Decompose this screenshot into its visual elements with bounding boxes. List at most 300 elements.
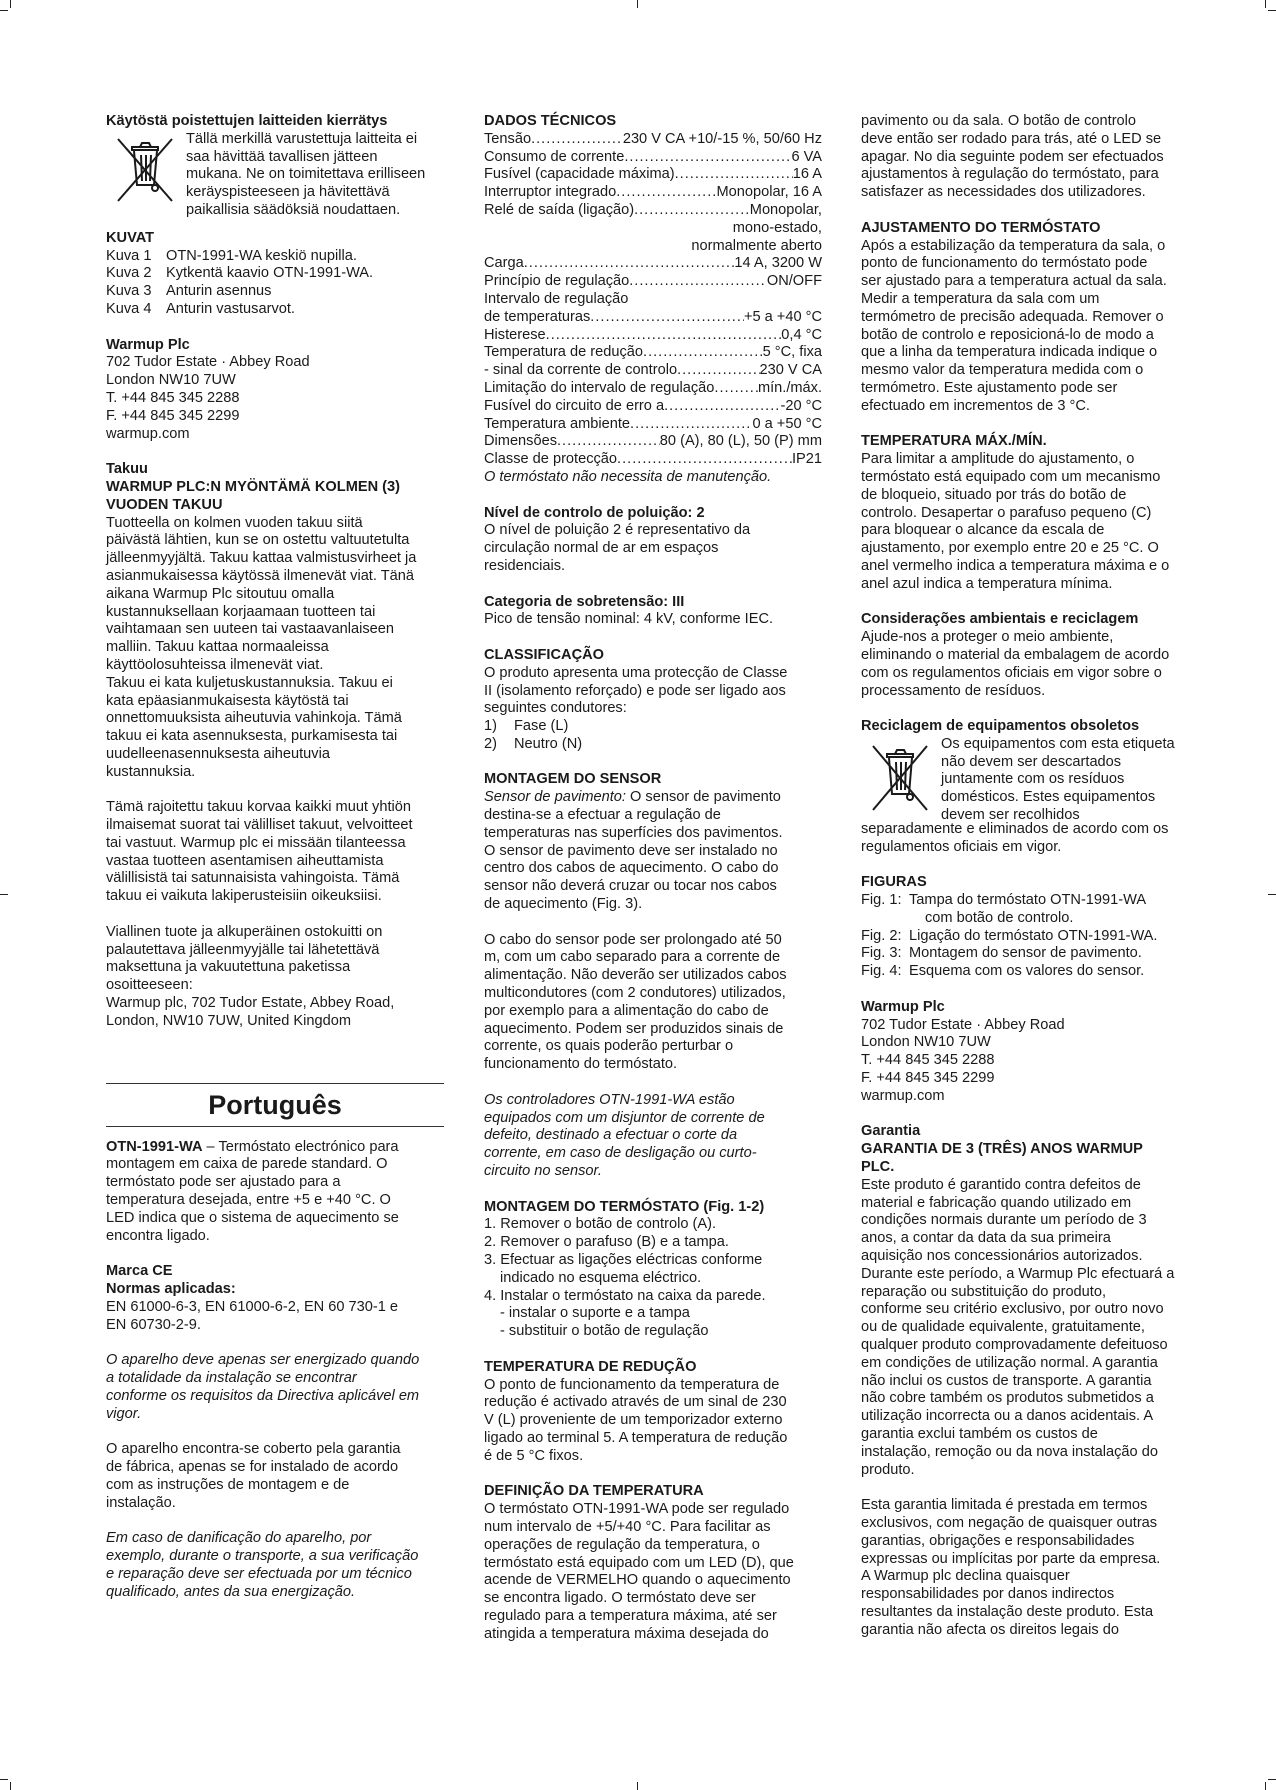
text-line: termómetro de precisão adequada. Remover o [861,308,1164,325]
spec-row [484,433,822,451]
text-line: anel azul indica a temperatura mínima. [861,575,1113,592]
text-line: num intervalo de +5/+40 °C. Para facilitar as [484,1518,771,1535]
text-line: resultantes da instalação deste produto. Esta [861,1603,1154,1620]
text-line: O produto apresenta uma protecção de Classe [484,664,788,681]
text-line: ajustamentos à regulação do termóstato, para [861,166,1159,183]
figure-text: Montagem do sensor de pavimento. [909,945,1142,962]
address-line: 702 Tudor Estate · Abbey Road [861,1016,1065,1033]
text-line: circulação normal de ar em espaços [484,540,719,557]
text-line: EN 60730-2-9. [106,1316,201,1333]
website-line: warmup.com [106,425,190,442]
text-line: ou de qualidade equivalente, gratuitamente, [861,1319,1145,1336]
kuva-label: Kuva 3 [106,283,152,300]
text-line: pavimento ou da sala. O botão de controlo [861,113,1137,129]
text-line: Pico de tensão nominal: 4 kV, conforme IEC. [484,611,774,628]
text-line: conforme seu critério exclusivo, por outro novo [861,1301,1164,1318]
takuu-paragraph-1 [106,515,444,782]
spec-row [484,380,822,398]
text-line: asianmukaisessa käytössä ilmenevät viat. Tänä [106,567,414,584]
adjustment-heading: AJUSTAMENTO DO TERMÓSTATO [861,219,1101,236]
text-line: regulado para a temperatura máxima, até ser [484,1607,777,1624]
spec-continuation: normalmente aberto [691,237,822,254]
text-line: devem ser recolhidos [941,807,1080,824]
text-line: takuu ei kata asennuksesta, purkamisesta tai [106,728,398,745]
text-line: välillisistä tai satunnaisista vahingoista. Tämä [106,870,400,887]
text-line: exemplo, durante o transporte, a sua verificação [106,1547,419,1564]
spec-value: Monopolar, 16 A [716,184,822,201]
text-line: LED indica que o sistema de aquecimento se [106,1209,399,1226]
text-line: material e fabricação quando utilizado em [861,1194,1132,1211]
intro-line [106,1139,444,1157]
text-line [484,789,822,807]
text-line: e reparação deve ser efectuada por um técnico [106,1565,412,1582]
text-line: garantia exclui também os custos de [861,1425,1098,1442]
figure-label: Fig. 4: [861,963,902,980]
takuu-paragraph-2 [106,799,444,906]
figure-item [861,945,1199,963]
text-line: conforme os requisitos da Directiva aplicável em [106,1387,420,1404]
setting-heading: DEFINIÇÃO DA TEMPERATURA [484,1483,704,1500]
figure-item [861,910,1199,928]
text-line: EN 61000-6-3, EN 61000-6-2, EN 60 730-1 e [106,1298,399,1315]
text-line: residenciais. [484,557,566,574]
text-line: kustannuksia. [106,763,196,780]
column-3 [861,113,1199,1640]
text-line: II (isolamento reforçado) e pode ser ligado aos [484,682,786,699]
kuva-item [106,301,444,319]
text-line: de fábrica, apenas se for instalado de acordo [106,1458,399,1475]
classification-heading: CLASSIFICAÇÃO [484,646,604,663]
sensor-label: Sensor de pavimento: [484,789,626,806]
spec-label: Fusível do circuito de erro a [484,397,665,414]
spec-value: 14 A, 3200 W [734,255,822,272]
overvoltage-heading: Categoria de sobretensão: III [484,593,685,610]
text-line: efectuado em incrementos de 3 °C. [861,397,1090,414]
text-line: em condições de utilização normal. A garantia [861,1354,1158,1371]
maintenance-note: O termóstato não necessita de manutenção. [484,468,772,485]
warmup-heading: Warmup Plc [861,998,945,1015]
text-line: a totalidade da instalação se encontrar [106,1370,357,1386]
text-line: kata epäasianmukaisesta käytöstä tai [106,692,349,709]
warranty-subheading: PLC. [861,1159,895,1176]
spec-label: Relé de saída (ligação) [484,201,635,218]
text-line: Este produto é garantido contra defeitos de [861,1176,1141,1193]
recycle-line: saa hävittää tavallisen jätteen [186,148,378,165]
spec-continuation: mono-estado, [732,219,822,236]
text-line: alimentação. Não deverão ser utilizados cabos [484,967,787,984]
column-2 [484,113,822,1644]
text-line: Tuotteella on kolmen vuoden takuu siitä [106,514,363,531]
text-line: acende de VERMELHO quando o aquecimento [484,1572,791,1589]
kuva-item [106,248,444,266]
text-line: deve então ser rodado para trás, até o LED se [861,130,1162,147]
kuvat-heading: KUVAT [106,229,155,246]
damage-note [106,1530,444,1601]
text-line: termóstato está equipado com um mecanismo [861,468,1161,485]
takuu-subheading: VUODEN TAKUU [106,496,223,513]
text-line: maksettuna ja vakuutettuna paketissa [106,959,351,976]
spec-row [484,451,822,469]
spec-label: Fusível (capacidade máxima) [484,166,675,183]
kuva-label: Kuva 1 [106,247,152,264]
text-line: termóstato está equipado com um LED (D), que [484,1554,794,1571]
recycle-line: Tällä merkillä varustettuja laitteita ei [186,130,418,147]
fax-line: F. +44 845 345 2299 [106,407,240,424]
step-item: 2. Remover o parafuso (B) e a tampa. [484,1234,729,1251]
text-line: päivästä lähtien, kun se on ostettu valtuutetulta [106,532,410,549]
recycle-line: keräyspisteeseen ja hävitettävä [186,184,390,201]
figure-item [861,892,1199,910]
text-line: Tämä rajoitettu takuu korvaa kaikki muut yhtiön [106,799,411,816]
text-line: onnettomuuksista aiheutuvia vahinkoja. Tämä [106,710,402,727]
text-line: ser ajustado para a temperatura actual da sala. [861,273,1167,290]
spec-row [484,149,822,167]
text-line: expressas ou implícitas por parte da empresa. [861,1550,1161,1567]
text-line: Os equipamentos com esta etiqueta [941,735,1175,752]
spec-value: 0,4 °C [781,326,822,343]
text-line: de aquecimento (Fig. 3). [484,896,643,913]
text-line: Em caso de danificação do aparelho, por [106,1530,372,1547]
spec-row [484,309,822,327]
text-line: apagar. No dia seguinte podem ser efectuados [861,148,1164,165]
text-line: controlo. Desapertar o parafuso pequeno (C) [861,504,1152,521]
column-1 [106,113,444,1601]
warranty-paragraph-1 [861,1177,1199,1480]
spec-value: 16 A [792,166,822,183]
crop-mark [0,10,8,11]
text-line: ligado ao terminal 5. A temperatura de redução [484,1429,788,1446]
address-line: 702 Tudor Estate · Abbey Road [106,354,310,371]
text-line: Viallinen tuote ja alkuperäinen ostokuitti on [106,923,383,940]
text-line: anos, a contar da data da sua primeira [861,1230,1111,1247]
figure-text: Tampa do termóstato OTN-1991-WA [909,892,1147,909]
crop-mark [637,0,638,8]
crop-mark [10,0,11,8]
text-line: vastaa tuotteen asentamisen aiheuttamista [106,852,384,869]
text-line: O sensor de pavimento deve ser instalado no [484,842,778,859]
text-line: temperaturas nas superfícies dos pavimentos. [484,824,783,841]
text-line: se encontra ligado. O termóstato deve ser [484,1590,756,1607]
text-line: encontra ligado. [106,1227,210,1244]
kuva-text: Kytkentä kaavio OTN-1991-WA. [166,265,374,282]
text-line: é de 5 °C fixos. [484,1447,584,1464]
text-line: não devem ser descartados [941,753,1122,770]
text-line: que a linha da temperatura indicada indique o [861,344,1158,361]
maxmin-heading: TEMPERATURA MÁX./MÍN. [861,433,1047,450]
text-line: Takuu ei kata kuljetuskustannuksia. Takuu ei [106,674,393,691]
model-name: OTN-1991-WA [106,1138,203,1155]
fax-line: F. +44 845 345 2299 [861,1070,995,1087]
text-line: Durante este período, a Warmup Plc efectuará a [861,1265,1175,1282]
figure-item [861,928,1199,946]
text-line: O aparelho deve apenas ser energizado quando [106,1352,420,1369]
text-line: O termóstato OTN-1991-WA pode ser regulado [484,1501,790,1518]
normas-heading: Normas aplicadas: [106,1281,236,1298]
takuu-paragraph-3 [106,924,444,1031]
text-line: termóstato pode ser ajustado para a [106,1174,341,1191]
text-line: separadamente e eliminados de acordo com os [861,820,1169,837]
phone-line: T. +44 845 345 2288 [861,1052,995,1069]
text-line: redução é activado através de um sinal de 230 [484,1394,787,1411]
text-line: Para limitar a amplitude do ajustamento, o [861,451,1135,468]
text-line: aquisição nos concessionários autorizados. [861,1248,1143,1264]
spec-value: mín./máx. [757,379,822,396]
environment-heading: Considerações ambientais e reciclagem [861,611,1139,628]
recycle-block [106,131,444,220]
warranty-paragraph-2 [861,1497,1199,1639]
substep-item: - substituir o botão de regulação [500,1323,709,1340]
controller-note [484,1092,822,1181]
reduction-heading: TEMPERATURA DE REDUÇÃO [484,1358,697,1375]
text-line: O ponto de funcionamento da temperatura de [484,1376,780,1393]
text-line: vaihtamaan sen uuteen tai vastaavanlaiseen [106,621,395,638]
text-line: destina-se a efectuar a regulação de [484,807,721,824]
text-line: qualificado, antes da sua energização. [106,1583,356,1600]
text-line: multicondutores (com 2 condutores) utilizados, [484,985,786,1002]
website-line: warmup.com [861,1087,945,1104]
text-line: defeito, destinado a efectuar o corte da [484,1127,738,1144]
text-line: tai vastuut. Warmup plc ei missään tilanteessa [106,834,406,851]
figures-heading: FIGURAS [861,874,927,891]
text-line: termómetro. Este ajustamento pode ser [861,379,1118,396]
text-line: corrente, os quais poderão perturbar o [484,1038,734,1055]
crop-mark [637,1782,638,1790]
spec-row [484,273,822,291]
kuva-text: OTN-1991-WA keskiö nupilla. [166,247,357,264]
substep-item: - instalar o suporte e a tampa [500,1305,690,1322]
spec-label: Temperatura de redução [484,344,644,361]
energize-note [106,1352,444,1423]
kuva-label: Kuva 4 [106,300,152,317]
spec-label: Consumo de corrente [484,148,625,165]
kuva-item [106,265,444,283]
text-line: O aparelho encontra-se coberto pela garantia [106,1441,401,1458]
list-number: 1) [484,718,497,735]
text-line: London, NW10 7UW, United Kingdom [106,1012,351,1029]
step-item: 1. Remover o botão de controlo (A). [484,1216,716,1233]
text-line: jälleenmyyjältä. Takuu kattaa valmistusvirheet ja [106,550,417,567]
spec-row [484,131,822,149]
warranty-heading: Garantia [861,1123,921,1140]
text-line: eliminando o material da embalagem de acordo [861,646,1170,663]
text-line: com os regulamentos oficiais em vigor sobre o [861,664,1162,681]
text-line: garantias, obrigações e responsabilidades [861,1532,1135,1549]
text-line: garantia não afecta os direitos legais do [861,1621,1119,1638]
crop-mark [0,894,8,895]
step-item: 3. Efectuar as ligações eléctricas conforme [484,1252,763,1268]
text-line: regulamentos oficiais em vigor. [861,838,1062,855]
text-line: ponto de funcionamento do termóstato pode [861,255,1148,272]
spec-label: Intervalo de regulação [484,290,629,307]
text-line: osoitteeseen: [106,977,193,994]
text-line: equipados com um disjuntor de corrente de [484,1109,765,1126]
spec-value: 0 a +50 °C [752,415,822,432]
spec-row [484,362,822,380]
step-item: indicado no esquema eléctrico. [500,1269,702,1286]
kuva-text: Anturin vastusarvot. [166,300,295,317]
spec-label: Princípio de regulação [484,273,630,290]
spec-value: -20 °C [780,397,822,414]
text-line: V (L) proveniente de um temporizador externo [484,1412,783,1429]
figure-text: Ligação do termóstato OTN-1991-WA. [909,927,1158,944]
spec-value: 230 V CA +10/-15 %, 50/60 Hz [622,130,822,147]
spec-value: Monopolar, [749,201,822,218]
text-line: domésticos. Estes equipamentos [941,789,1156,806]
spec-row [484,184,822,202]
crop-mark [10,1782,11,1790]
kuva-text: Anturin asennus [166,283,272,300]
spec-row [484,327,822,345]
spec-label: Tensão [484,130,532,147]
recycle-line: paikallisia säädöksiä noudattaen. [186,201,401,218]
text-line: botão de controlo e reposicioná-lo de modo a [861,326,1154,343]
sensor-heading: MONTAGEM DO SENSOR [484,771,662,788]
text-line: circuito no sensor. [484,1163,602,1180]
kuva-item [106,283,444,301]
figure-label: Fig. 1: [861,892,902,909]
ce-heading: Marca CE [106,1263,173,1280]
text-line: kustannuksellaan korjaamaan tuotteen tai [106,603,376,620]
text-line: aikana Warmup Plc sitoutuu omalla [106,585,335,602]
spec-value: 6 VA [791,148,822,165]
text-line: O cabo do sensor pode ser prolongado até 50 [484,931,782,948]
text-line: centro dos cabos de aquecimento. O cabo do [484,860,779,877]
text-line: de bloqueio, situado por trás do botão de [861,486,1127,503]
spec-label: Temperatura ambiente [484,415,631,432]
text-line: responsabilidades por danos indirectos [861,1586,1115,1603]
text-line: uudelleenasennuksesta aiheutuvia [106,745,330,762]
spec-value: +5 a +40 °C [743,308,822,325]
text-line: instalação. [106,1494,176,1511]
address-line: London NW10 7UW [106,372,236,389]
spec-label: Carga [484,255,524,272]
text-line: käyttöolosuhteissa ilmenevät viat. [106,656,324,673]
spec-row [484,202,822,220]
text-line: por exemplo para a alimentação do cabo de [484,1002,769,1019]
list-text: Neutro (N) [514,735,583,752]
text-line: produto. [861,1461,915,1478]
text-line: para bloquear o alcance da escala de [861,522,1105,539]
spec-value: 80 (A), 80 (L), 50 (P) mm [659,433,822,450]
step-item: 4. Instalar o termóstato na caixa da parede. [484,1287,766,1304]
spec-label: de temperaturas [484,308,591,325]
text-line: O nível de poluição 2 é representativo da [484,522,751,539]
text-line: seguintes condutores: [484,700,627,717]
spec-row [484,398,822,416]
takuu-subheading: WARMUP PLC:N MYÖNTÄMÄ KOLMEN (3) [106,478,401,495]
takuu-heading: Takuu [106,461,148,478]
figure-text: com botão de controlo. [925,909,1074,926]
spec-label: Classe de protecção [484,451,618,468]
text-line: takuu ei vaikuta lakiperusteisiin oikeuksiisi. [106,888,382,905]
sensor-text: O sensor de pavimento [625,789,781,806]
spec-label: - sinal da corrente de controlo [484,362,678,379]
spec-label: Limitação do intervalo de regulação [484,379,715,396]
text-line: Ajude-nos a proteger o meio ambiente, [861,629,1114,646]
text-line: qualquer produto comprovadamente defeituoso [861,1336,1168,1353]
spec-row [484,166,822,184]
text-line: Medir a temperatura da sala com um [861,290,1100,307]
crop-mark [0,1779,8,1780]
text-line: funcionamento do termóstato. [484,1056,678,1073]
pollution-heading: Nível de controlo de poluição: 2 [484,504,705,521]
text-line: sensor não deverá cruzar ou tocar nos cabos [484,878,777,895]
crop-mark [1268,10,1276,11]
figure-label: Fig. 3: [861,945,902,962]
spec-row [484,344,822,362]
list-item [484,718,822,736]
text-line: montagem em caixa de parede standard. O [106,1156,388,1173]
figure-label [861,910,909,928]
crossed-bin-icon [106,131,186,209]
text-line: operações de regulação da temperatura, o [484,1536,760,1553]
address-line: London NW10 7UW [861,1034,991,1051]
recycle-line: mukana. Ne on toimitettava erilliseen [186,166,426,183]
text-line: palautettava jälleenmyyjälle tai lähetettävä [106,941,380,958]
mounting-heading: MONTAGEM DO TERMÓSTATO (Fig. 1-2) [484,1198,765,1215]
figure-item [861,963,1199,981]
text-line: m, com um cabo separado para a corrente de [484,949,781,966]
text-line: com as instruções de montagem e de [106,1476,350,1493]
recycle-heading: Käytöstä poistettujen laitteiden kierrätys [106,113,388,129]
list-text: Fase (L) [514,718,569,735]
kuva-label: Kuva 2 [106,265,152,282]
text-line: instalação, remoção ou da nova instalação do [861,1443,1158,1460]
crop-mark [1268,1779,1276,1780]
text-line: corrente, em caso de desligação ou curto- [484,1145,757,1162]
spec-row [484,416,822,434]
text-line: reparação ou substituição do produto, [861,1283,1107,1300]
text-line: anel vermelho indica a temperatura máxima e o [861,557,1170,574]
spec-label: Dimensões [484,433,557,450]
text-line: não inclui os custos de transporte. A garantia [861,1372,1152,1389]
text-line: Esta garantia limitada é prestada em termos [861,1497,1148,1514]
text-line: condições normais durante um período de 3 [861,1212,1147,1229]
text-line: mesmo valor da temperatura medida com o [861,362,1144,379]
figure-text: Esquema com os valores do sensor. [909,963,1145,980]
text-line: processamento de resíduos. [861,682,1046,699]
text-line: A Warmup plc declina quaisquer [861,1568,1070,1585]
intro-text: – Termóstato electrónico para [202,1138,399,1155]
crop-mark [1265,0,1266,8]
text-line: aquecimento. Podem ser produzidos sinais de [484,1020,784,1037]
recycling-heading: Reciclagem de equipamentos obsoletos [861,718,1140,735]
text-line: juntamente com os resíduos [941,771,1125,788]
spec-label: Histerese [484,326,546,343]
spec-value: 230 V CA [759,362,822,379]
text-line: ajustamento, por exemplo entre 20 e 25 °C. O [861,540,1159,557]
list-item [484,736,822,754]
recycling-block [861,736,1199,825]
phone-line: T. +44 845 345 2288 [106,389,240,406]
crop-mark [1268,894,1276,895]
text-line: satisfazer as necessidades dos utilizadores. [861,184,1146,201]
text-line: Warmup plc, 702 Tudor Estate, Abbey Road, [106,995,395,1012]
spec-label: Interruptor integrado [484,184,617,201]
text-line: utilização incorrecta ou a danos acidentais. A [861,1408,1154,1425]
spec-value: ON/OFF [766,273,822,290]
text-line: vigor. [106,1405,142,1422]
list-number: 2) [484,735,497,752]
dados-heading: DADOS TÉCNICOS [484,113,617,129]
text-line: ilmaisemat suorat tai välilliset takuut, velvoitteet [106,817,413,834]
warranty-subheading: GARANTIA DE 3 (TRÊS) ANOS WARMUP [861,1141,1143,1158]
text-line: não cobre também os produtos submetidos a [861,1390,1154,1407]
text-line: atingida a temperatura máxima desejada do [484,1625,769,1642]
spec-value: IP21 [791,451,822,468]
text-line: Os controladores OTN-1991-WA estão [484,1091,735,1108]
figure-label: Fig. 2: [861,927,902,944]
